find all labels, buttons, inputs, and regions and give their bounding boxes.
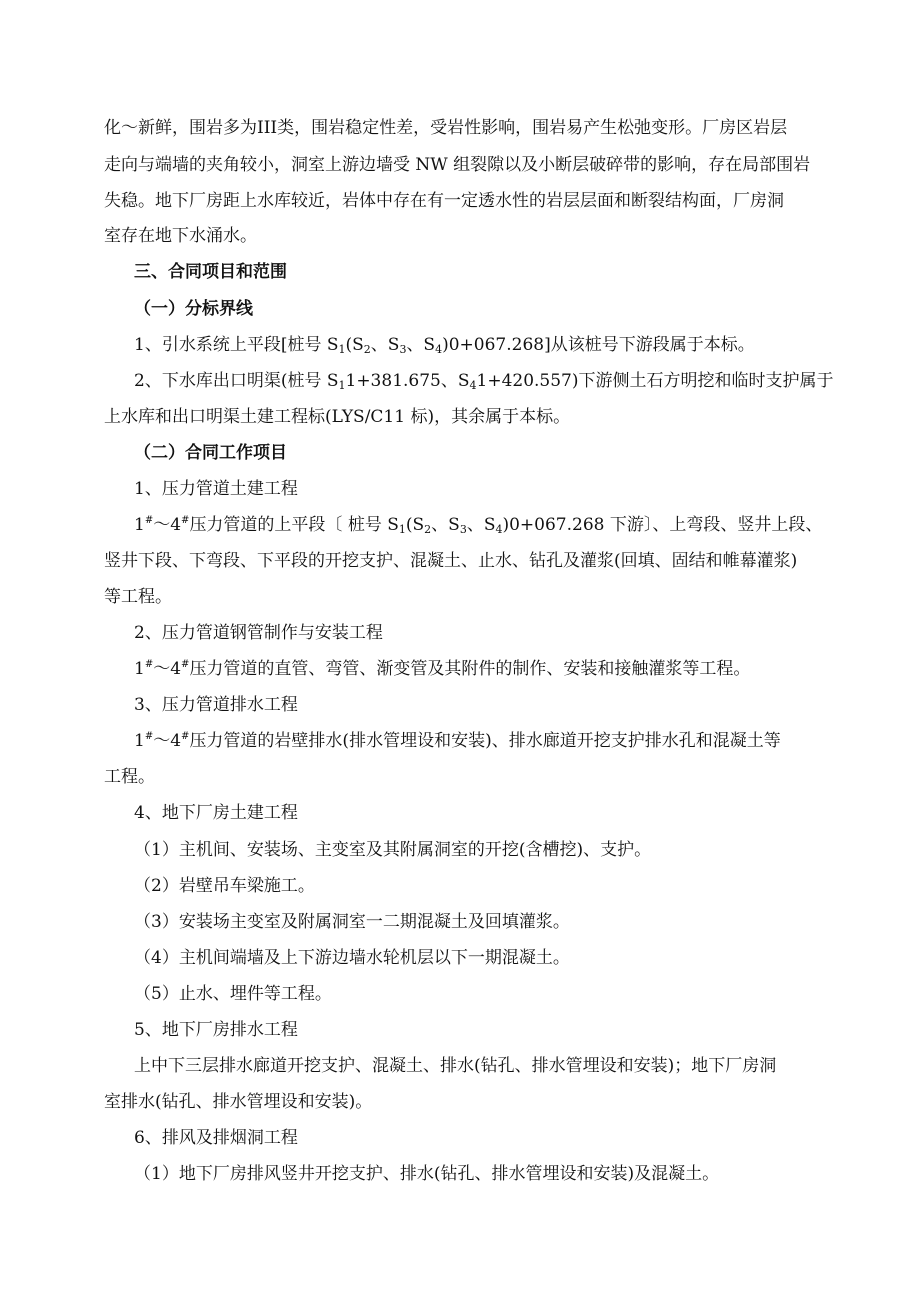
boundary-item-2-line2: 上水库和出口明渠土建工程标(LYS/C11 标)，其余属于本标。 — [104, 407, 571, 427]
work-item-4-sub-1: （1）主机间、安装场、主变室及其附属洞室的开挖(含槽挖)、支护。 — [134, 840, 652, 860]
boundary-item-2: 2、下水库出口明渠(桩号 $S_11+381.675$、$S_41+420.557$)下游侧土石方明挖和临时支护属于 — [134, 371, 834, 392]
work-item-4-sub-3: （3）安装场主变室及附属洞室一二期混凝土及回填灌浆。 — [134, 912, 570, 932]
work-item-3-title: 3、压力管道排水工程 — [134, 695, 298, 715]
work-item-1-body: 1#～4#压力管道的上平段〔 桩号 $S_1(S_2$、$S_3$、$S_4)0+067.268$ 下游〕、上弯段、竖井上段、 — [134, 515, 823, 536]
para1-line4: 室存在地下水涌水。 — [104, 226, 257, 246]
work-item-5-title: 5、地下厂房排水工程 — [134, 1020, 298, 1040]
para1-line1: 化～新鲜，围岩多为III类，围岩稳定性差，受岩性影响，围岩易产生松弛变形。厂房区岩层 — [104, 118, 788, 138]
work-item-2-title: 2、压力管道钢管制作与安装工程 — [134, 623, 383, 643]
work-item-2-body: 1#～4#压力管道的直管、弯管、渐变管及其附件的制作、安装和接触灌浆等工程。 — [134, 659, 751, 679]
para1-line3: 失稳。地下厂房距上水库较近，岩体中存在有一定透水性的岩层层面和断裂结构面，厂房洞 — [104, 191, 784, 211]
subsection2-heading: （二）合同工作项目 — [134, 443, 287, 463]
subsection1-heading: （一）分标界线 — [134, 299, 253, 319]
work-item-6-sub-1: （1）地下厂房排风竖井开挖支护、排水(钻孔、排水管埋设和安装)及混凝土。 — [134, 1164, 720, 1184]
para1-line2: 走向与端墙的夹角较小，洞室上游边墙受 NW 组裂隙以及小断层破碎带的影响，存在局部围岩 — [104, 155, 811, 175]
work-item-3-body-line2: 工程。 — [104, 767, 155, 787]
work-item-4-sub-4: （4）主机间端墙及上下游边墙水轮机层以下一期混凝土。 — [134, 948, 570, 968]
work-item-5-body-line2: 室排水(钻孔、排水管埋设和安装)。 — [104, 1092, 373, 1112]
section3-heading: 三、合同项目和范围 — [134, 262, 287, 282]
work-item-1-body-line3: 等工程。 — [104, 587, 172, 607]
work-item-1-body-line2: 竖井下段、下弯段、下平段的开挖支护、混凝土、止水、钻孔及灌浆(回填、固结和帷幕灌浆) — [104, 551, 798, 571]
work-item-1-title: 1、压力管道土建工程 — [134, 479, 298, 499]
work-item-4-sub-5: （5）止水、埋件等工程。 — [134, 984, 332, 1004]
work-item-6-title: 6、排风及排烟洞工程 — [134, 1128, 298, 1148]
work-item-5-body: 上中下三层排水廊道开挖支护、混凝土、排水(钻孔、排水管埋设和安装)；地下厂房洞 — [134, 1056, 777, 1076]
boundary-item-1: 1、引水系统上平段[桩号 $S_1(S_2$、$S_3$、$S_4)0+067.268$]从该桩号下游段属于本标。 — [134, 335, 755, 356]
work-item-3-body: 1#～4#压力管道的岩壁排水(排水管埋设和安装)、排水廊道开挖支护排水孔和混凝土等 — [134, 731, 781, 751]
work-item-4-sub-2: （2）岩壁吊车梁施工。 — [134, 876, 315, 896]
work-item-4-title: 4、地下厂房土建工程 — [134, 803, 298, 823]
